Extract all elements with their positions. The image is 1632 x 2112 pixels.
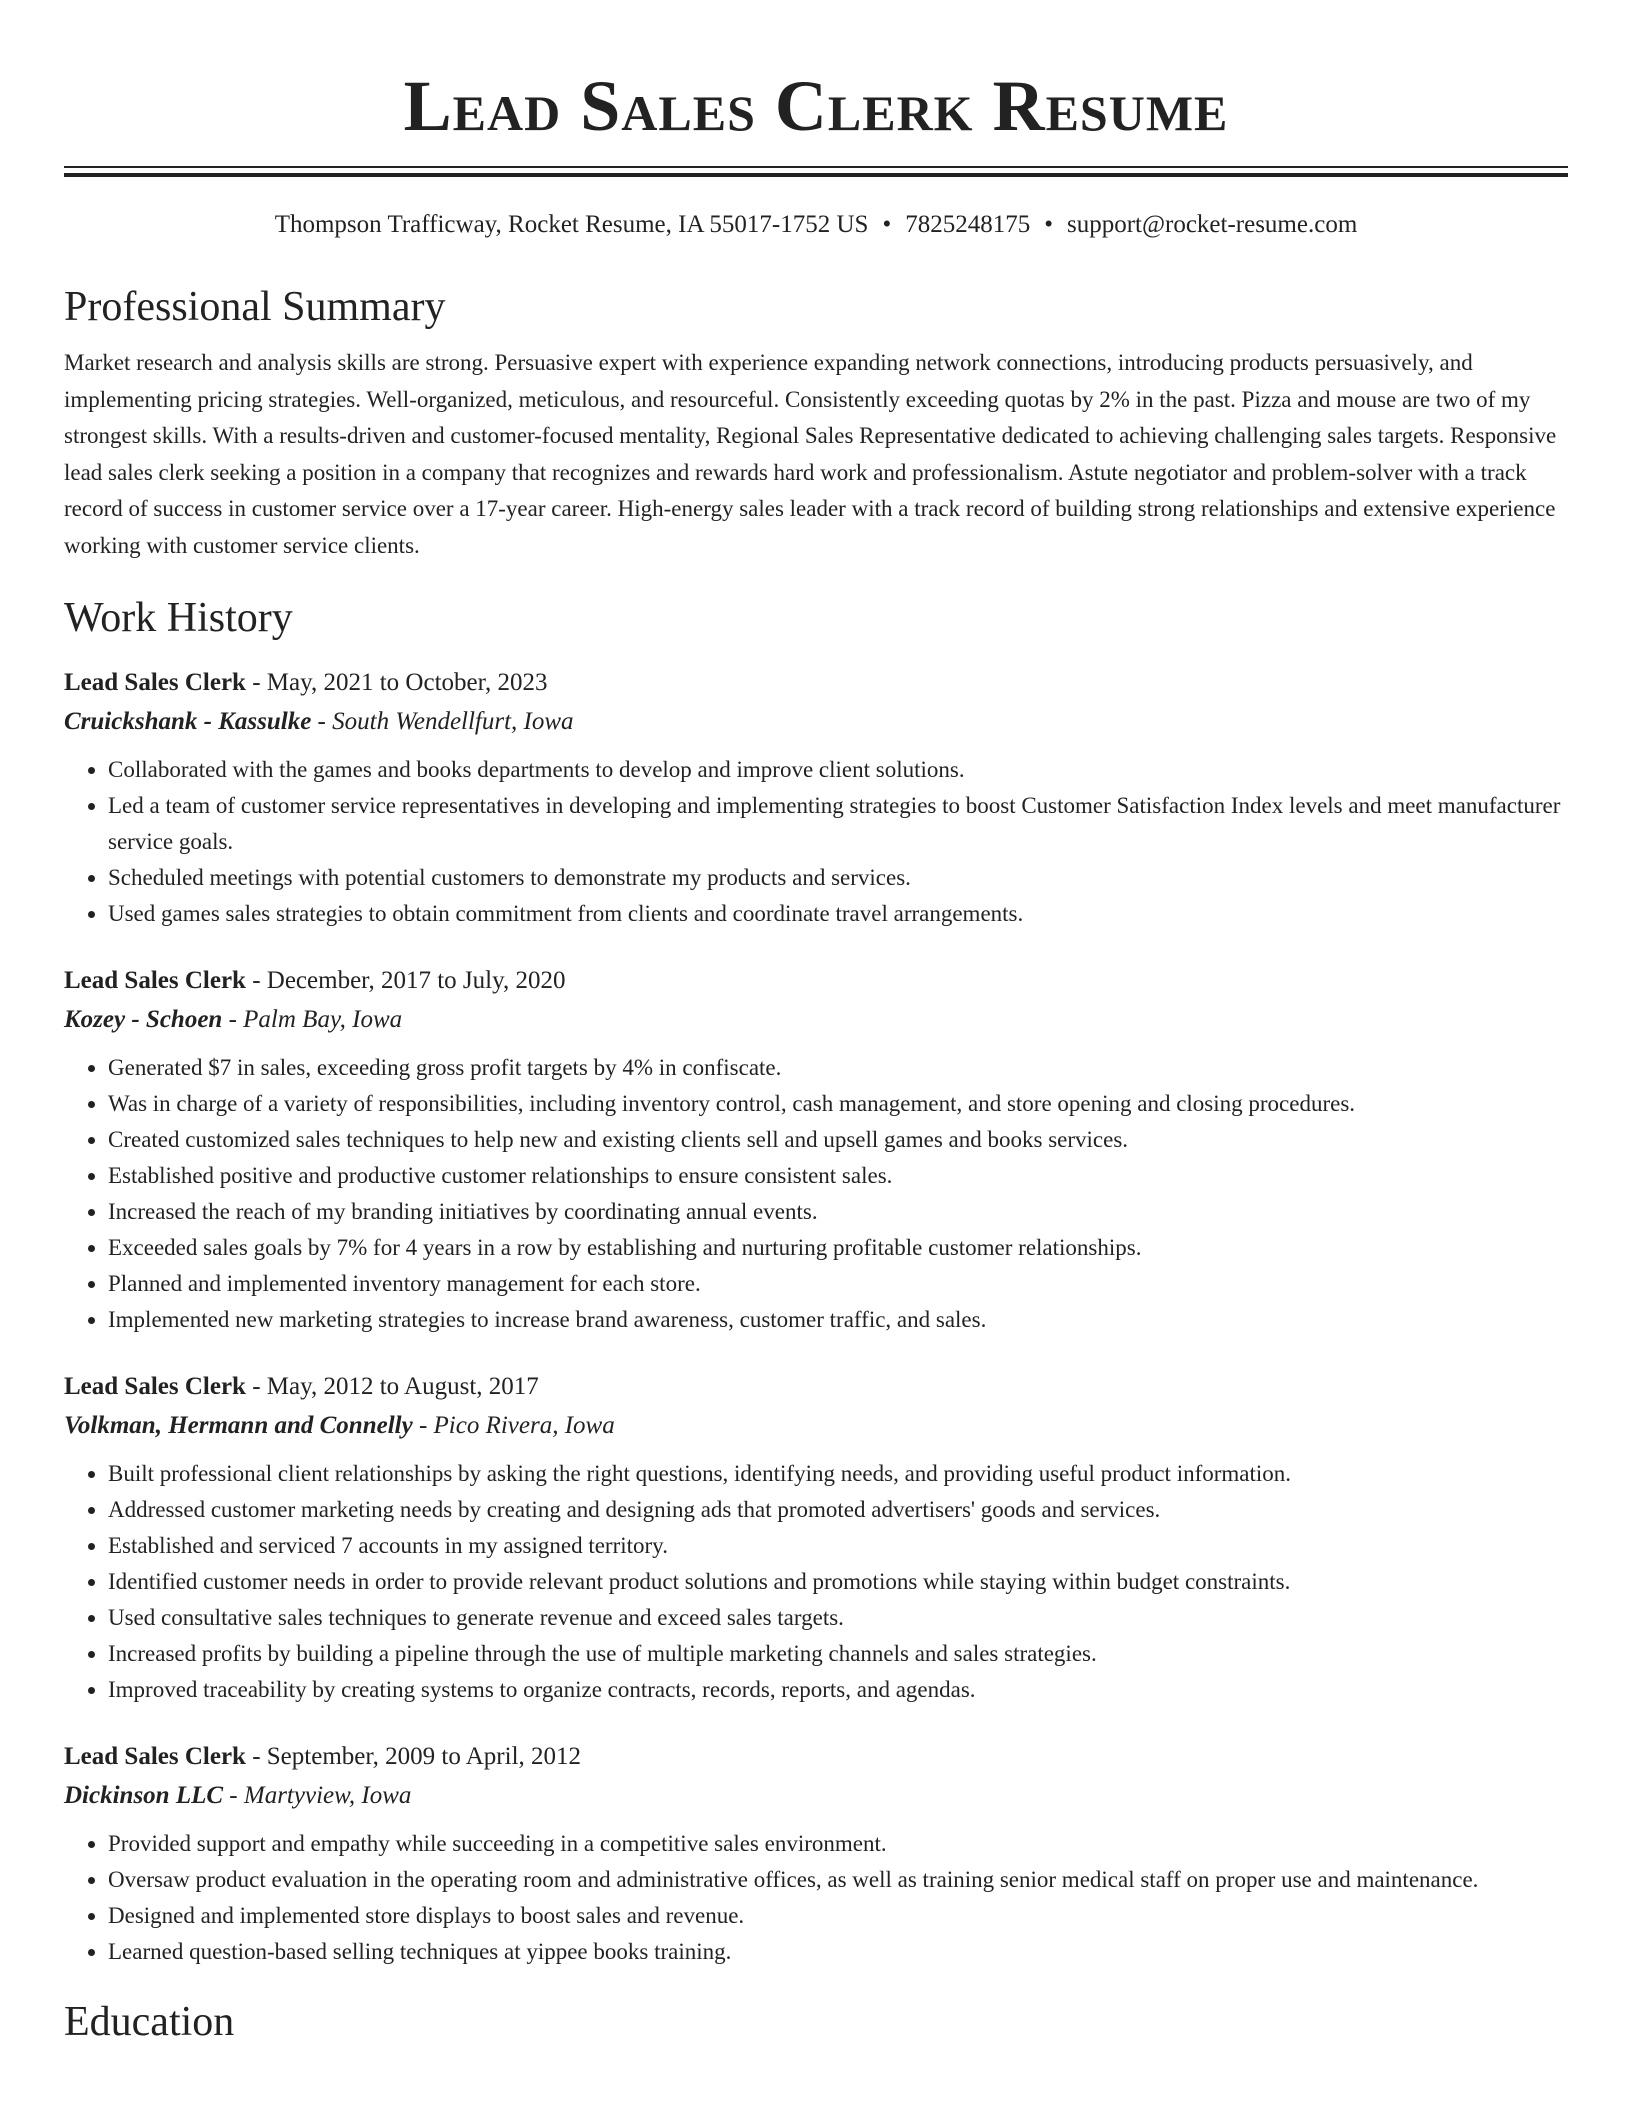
job-company-line (64, 702, 1568, 742)
job-dates: - September, 2009 to April, 2012 (245, 1743, 582, 1770)
job-company: Cruickshank - Kassulke (64, 708, 312, 735)
job-company-line (64, 1776, 1568, 1816)
job-title-line (64, 1738, 1568, 1776)
job-title: Lead Sales Clerk (64, 1373, 246, 1400)
duty-item: • Addressed customer marketing needs by creating and designing ads that promoted advertisers' goods and services. (108, 1492, 1568, 1528)
duty-item: • Built professional client relationships by asking the right questions, identifying needs, and providing useful product information. (108, 1456, 1568, 1492)
duty-item: • Oversaw product evaluation in the operating room and administrative offices, as well as training senior medical staff on proper use and maintenance. (108, 1862, 1568, 1898)
job-entry (64, 664, 1568, 932)
duty-item: • Collaborated with the games and books departments to develop and improve client solutions. (108, 752, 1568, 788)
duty-item: • Used games sales strategies to obtain commitment from clients and coordinate travel arrangements. (108, 896, 1568, 932)
job-duties (64, 752, 1568, 932)
job-dates: - May, 2021 to October, 2023 (245, 669, 548, 696)
job-location: - Palm Bay, Iowa (222, 1006, 403, 1033)
title-divider-thick (64, 173, 1568, 177)
resume-title: Lead Sales Clerk Resume (403, 66, 1229, 146)
job-title-line (64, 1368, 1568, 1406)
duty-item: • Designed and implemented store displays to boost sales and revenue. (108, 1898, 1568, 1934)
job-location: - Pico Rivera, Iowa (412, 1412, 615, 1439)
duty-item: • Established positive and productive customer relationships to ensure consistent sales. (108, 1158, 1568, 1194)
contact-address: Thompson Trafficway, Rocket Resume, IA 55017-1752 US (274, 211, 869, 238)
duty-item: • Learned question-based selling techniques at yippee books training. (108, 1934, 1568, 1970)
duty-item: • Was in charge of a variety of responsibilities, including inventory control, cash management, and store opening and closing procedures. (108, 1086, 1568, 1122)
job-entry (64, 962, 1568, 1338)
job-company: Dickinson LLC (64, 1782, 224, 1809)
contact-separator: • (1044, 211, 1053, 238)
summary-heading: Professional Summary (64, 284, 446, 330)
job-location: - South Wendellfurt, Iowa (311, 708, 574, 735)
duty-item: • Increased the reach of my branding initiatives by coordinating annual events. (108, 1194, 1568, 1230)
contact-line (64, 207, 1568, 243)
duty-item: • Led a team of customer service representatives in developing and implementing strategies to boost Customer Satisfaction Index levels and meet manufacturer service goals. (108, 788, 1568, 860)
job-entry (64, 1368, 1568, 1708)
job-company: Kozey - Schoen (64, 1006, 223, 1033)
contact-email: support@rocket-resume.com (1066, 211, 1358, 238)
contact-separator: • (882, 211, 892, 238)
job-entry (64, 1738, 1568, 1970)
job-title: Lead Sales Clerk (64, 669, 246, 696)
duty-item: • Exceeded sales goals by 7% for 4 years in a row by establishing and nurturing profitable customer relationships. (108, 1230, 1568, 1266)
job-duties (64, 1826, 1568, 1970)
duty-item: • Used consultative sales techniques to generate revenue and exceed sales targets. (108, 1600, 1568, 1636)
duty-item: • Improved traceability by creating systems to organize contracts, records, reports, and agendas. (108, 1672, 1568, 1708)
duty-item: • Generated $7 in sales, exceeding gross profit targets by 4% in confiscate. (108, 1050, 1568, 1086)
job-company: Volkman, Hermann and Connelly (64, 1412, 413, 1439)
job-location: - Martyview, Iowa (223, 1782, 412, 1809)
duty-item: • Increased profits by building a pipeline through the use of multiple marketing channels and sales strategies. (108, 1636, 1568, 1672)
job-duties (64, 1456, 1568, 1708)
contact-phone: 7825248175 (905, 211, 1031, 238)
duty-item: • Created customized sales techniques to help new and existing clients sell and upsell games and books services. (108, 1122, 1568, 1158)
work-history-heading: Work History (64, 595, 293, 641)
job-company-line (64, 1000, 1568, 1040)
education-heading: Education (64, 1999, 235, 2045)
job-duties (64, 1050, 1568, 1338)
resume-page (64, 0, 1568, 2048)
duty-item: • Established and serviced 7 accounts in my assigned territory. (108, 1528, 1568, 1564)
title-divider-thin (64, 166, 1568, 168)
job-title-line (64, 664, 1568, 702)
job-title: Lead Sales Clerk (64, 967, 246, 994)
duty-item: • Identified customer needs in order to provide relevant product solutions and promotions while staying within budget constraints. (108, 1564, 1568, 1600)
duty-item: • Scheduled meetings with potential customers to demonstrate my products and services. (108, 860, 1568, 896)
duty-item: • Implemented new marketing strategies to increase brand awareness, customer traffic, and sales. (108, 1302, 1568, 1338)
summary-text: Market research and analysis skills are strong. Persuasive expert with experience expanding network connections, introducing products persuasively, and implementing pricing strategies. Well-organized, meticulous, and resourceful. Consistently exceeding quotas by 2% in the past. Pizza and mouse are two of my strongest skills. With a results-driven and customer-focused mentality, Regional Sales Representative dedicated to achieving challenging sales targets. Responsive lead sales clerk seeking a position in a company that recognizes and rewards hard work and professionalism. Astute negotiator and problem-solver with a track record of success in customer service over a 17-year career. High-energy sales leader with a track record of building strong relationships and extensive experience working with customer service clients. (64, 350, 1557, 558)
job-dates: - December, 2017 to July, 2020 (245, 967, 566, 994)
job-title: Lead Sales Clerk (64, 1743, 246, 1770)
job-title-line (64, 962, 1568, 1000)
job-company-line (64, 1406, 1568, 1446)
duty-item: • Planned and implemented inventory management for each store. (108, 1266, 1568, 1302)
duty-item: • Provided support and empathy while succeeding in a competitive sales environment. (108, 1826, 1568, 1862)
job-dates: - May, 2012 to August, 2017 (245, 1373, 539, 1400)
